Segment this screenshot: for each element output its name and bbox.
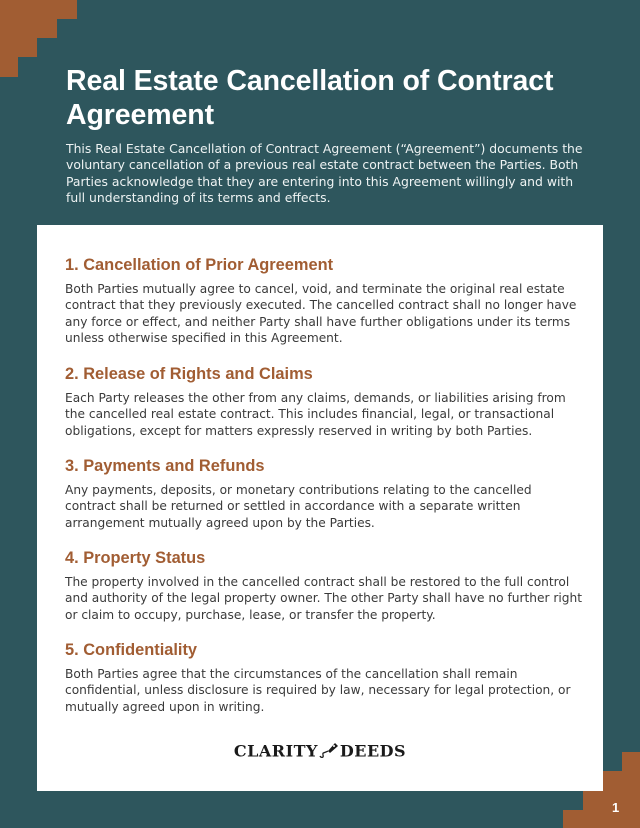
section-release xyxy=(65,364,585,439)
section-body: Each Party releases the other from any claims, demands, or liabilities arising from the cancelled real estate contract. This includes financial, legal, or transactional obligations, except for matters expressly reserved in writing by both Parties. xyxy=(65,391,566,438)
logo-text-left: CLARITY xyxy=(233,741,318,761)
section-heading: 4. Property Status xyxy=(65,549,206,567)
section-body: Any payments, deposits, or monetary contributions relating to the cancelled contract shall be returned or settled in accordance with a separate written arrangement mutually agreed upon by the Parties. xyxy=(65,483,532,530)
section-body: Both Parties mutually agree to cancel, void, and terminate the original real estate contract that they previously executed. The cancelled contract shall no longer have any force or effect, and neither Party shall have further obligations under its terms unless otherwise specified in this Agreement. xyxy=(65,282,577,346)
fountain-pen-icon xyxy=(319,741,339,763)
section-heading: 5. Confidentiality xyxy=(65,641,198,659)
intro-paragraph: This Real Estate Cancellation of Contract Agreement (“Agreement”) documents the voluntary cancellation of a previous real estate contract between the Parties. Both Parties acknowledge that they are entering into this Agreement willingly and with full understanding of its terms and effects. xyxy=(66,141,583,206)
logo-text-right: DEEDS xyxy=(339,741,407,761)
page-number: 1 xyxy=(612,800,620,815)
document-title: Real Estate Cancellation of Contract Agreement xyxy=(66,65,554,131)
section-confidentiality xyxy=(65,640,585,715)
section-body: The property involved in the cancelled contract shall be restored to the full control and authority of the legal property owner. The other Party shall have no further right or claim to occupy, purchase, lease, or transfer the property. xyxy=(65,575,582,622)
section-payments xyxy=(65,456,585,531)
section-heading: 1. Cancellation of Prior Agreement xyxy=(65,256,334,274)
section-body: Both Parties agree that the circumstances of the cancellation shall remain confidential, unless disclosure is required by law, necessary for legal protection, or mutually agreed upon in writing. xyxy=(65,667,571,714)
section-heading: 2. Release of Rights and Claims xyxy=(65,365,313,383)
brand-logo xyxy=(37,741,603,763)
content-card xyxy=(37,225,603,791)
section-heading: 3. Payments and Refunds xyxy=(65,457,265,475)
section-cancellation xyxy=(65,255,585,347)
section-property-status xyxy=(65,548,585,623)
